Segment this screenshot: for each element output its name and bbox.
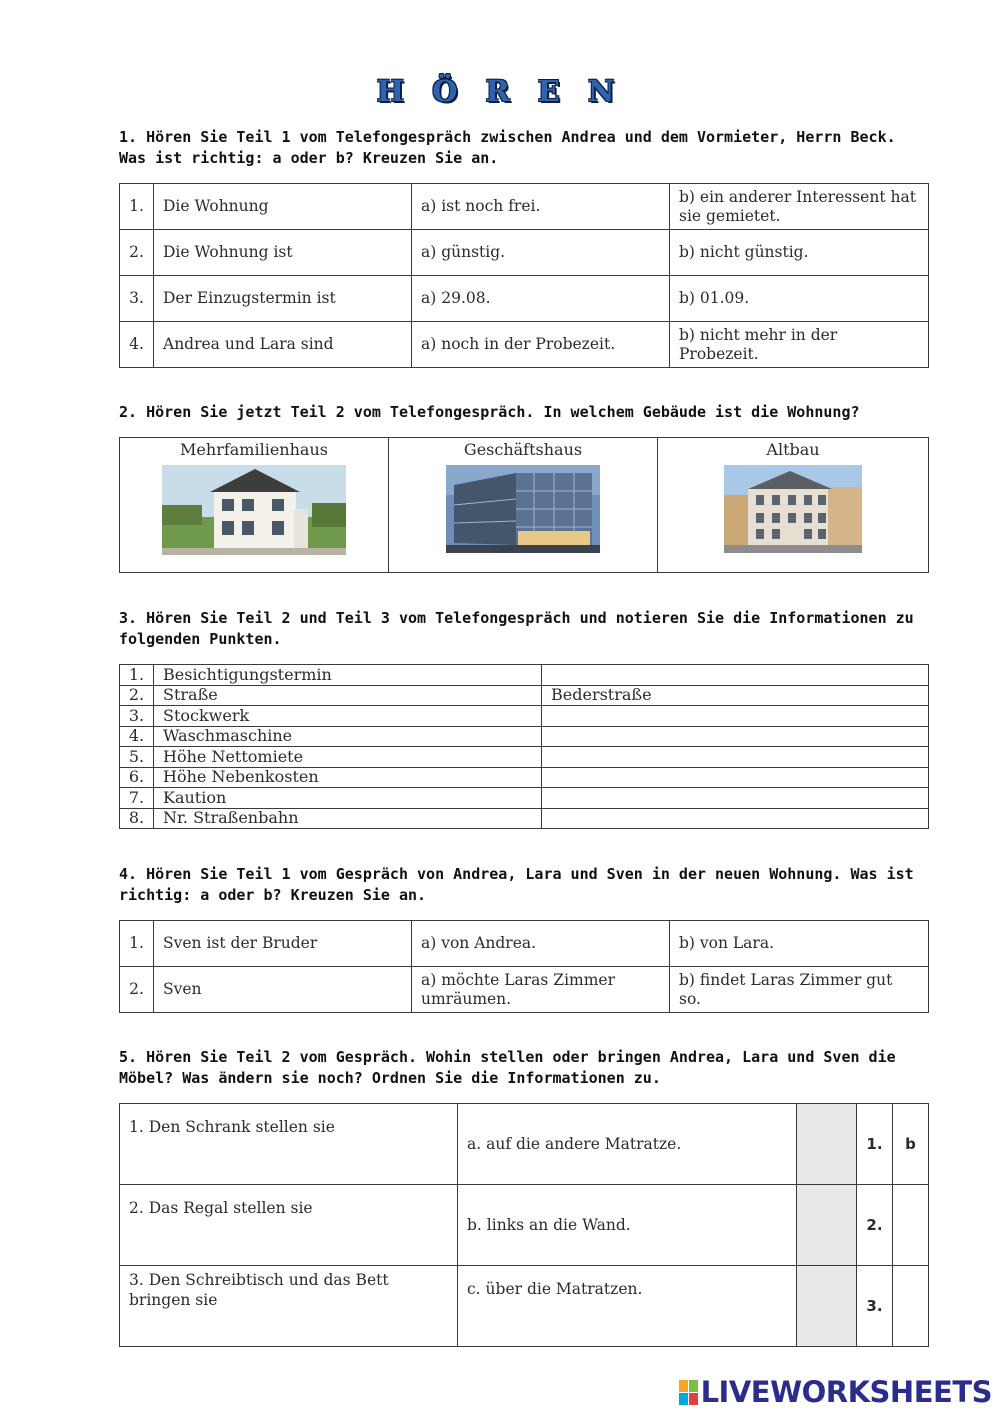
row-number: 2. (120, 967, 154, 1013)
row-number: 1. (120, 184, 154, 230)
page-title: H Ö R E N (376, 74, 624, 108)
statement: Andrea und Lara sind (154, 322, 412, 368)
question-1-table (119, 183, 929, 368)
info-label: Nr. Straßenbahn (154, 808, 542, 829)
answer-number: 1. (857, 1104, 893, 1185)
info-answer-field[interactable] (542, 726, 929, 747)
info-label: Waschmaschine (154, 726, 542, 747)
info-answer-field[interactable] (542, 706, 929, 727)
option-a[interactable]: a) möchte Laras Zimmer umräumen. (412, 967, 670, 1013)
info-label: Besichtigungstermin (154, 665, 542, 686)
row-number: 7. (120, 788, 154, 809)
row-number: 3. (120, 276, 154, 322)
option-b[interactable]: b) 01.09. (670, 276, 929, 322)
info-answer-field[interactable] (542, 808, 929, 829)
table-row (120, 184, 929, 230)
office-building-photo (446, 465, 600, 553)
table-row (120, 808, 929, 829)
statement: Sven ist der Bruder (154, 921, 412, 967)
question-3-table (119, 664, 929, 829)
sentence-end: c. über die Matratzen. (458, 1266, 797, 1347)
table-row (120, 230, 929, 276)
option-a[interactable]: a) ist noch frei. (412, 184, 670, 230)
info-label: Höhe Nebenkosten (154, 767, 542, 788)
answer-field[interactable] (893, 1266, 929, 1347)
sentence-end: a. auf die andere Matratze. (458, 1104, 797, 1185)
table-row (120, 921, 929, 967)
info-answer-field[interactable] (542, 788, 929, 809)
info-answer-field[interactable]: Bederstraße (542, 685, 929, 706)
answer-number: 2. (857, 1185, 893, 1266)
row-number: 1. (120, 921, 154, 967)
question-3-instruction: 3. Hören Sie Teil 2 und Teil 3 vom Telefongespräch und notieren Sie die Informationen zu folgenden Punkten. (119, 609, 914, 648)
info-label: Stockwerk (154, 706, 542, 727)
info-answer-field[interactable] (542, 747, 929, 768)
info-answer-field[interactable] (542, 767, 929, 788)
option-a[interactable]: a) noch in der Probezeit. (412, 322, 670, 368)
question-4-table (119, 920, 929, 1013)
table-row (120, 967, 929, 1013)
option-a[interactable]: a) von Andrea. (412, 921, 670, 967)
liveworksheets-logo (679, 1375, 992, 1409)
logo-blocks-icon (679, 1380, 698, 1405)
row-number: 3. (120, 706, 154, 727)
sentence-start: 2. Das Regal stellen sie (120, 1185, 458, 1266)
option-b[interactable]: b) ein anderer Interessent hat sie gemietet. (670, 184, 929, 230)
statement: Sven (154, 967, 412, 1013)
answer-field[interactable]: b (893, 1104, 929, 1185)
sentence-end: b. links an die Wand. (458, 1185, 797, 1266)
info-answer-field[interactable] (542, 665, 929, 686)
info-label: Straße (154, 685, 542, 706)
option-label: Geschäftshaus (463, 440, 583, 459)
table-row (120, 1104, 929, 1185)
answer-number: 3. (857, 1266, 893, 1347)
old-building-photo (724, 465, 862, 553)
question-5-instruction: 5. Hören Sie Teil 2 vom Gespräch. Wohin stellen oder bringen Andrea, Lara und Sven die Möbel? Was ändern sie noch? Ordnen Sie die Informationen zu. (119, 1048, 896, 1087)
table-row (120, 1266, 929, 1347)
info-label: Höhe Nettomiete (154, 747, 542, 768)
question-2-instruction: 2. Hören Sie jetzt Teil 2 vom Telefongespräch. In welchem Gebäude ist die Wohnung? (119, 403, 860, 421)
row-number: 6. (120, 767, 154, 788)
option-b[interactable]: b) von Lara. (670, 921, 929, 967)
question-1-instruction: 1. Hören Sie Teil 1 vom Telefongespräch zwischen Andrea und dem Vormieter, Herrn Beck. Was ist richtig: a oder b? Kreuzen Sie an. (119, 128, 896, 167)
option-label: Mehrfamilienhaus (180, 440, 328, 459)
statement: Die Wohnung (154, 184, 412, 230)
question-4-instruction: 4. Hören Sie Teil 1 vom Gespräch von Andrea, Lara und Sven in der neuen Wohnung. Was ist richtig: a oder b? Kreuzen Sie an. (119, 865, 914, 904)
row-number: 1. (120, 665, 154, 686)
answer-field[interactable] (893, 1185, 929, 1266)
option-b[interactable]: b) nicht günstig. (670, 230, 929, 276)
sentence-start: 1. Den Schrank stellen sie (120, 1104, 458, 1185)
table-row (120, 788, 929, 809)
question-5-table (119, 1103, 929, 1347)
table-row (120, 322, 929, 368)
row-number: 2. (120, 230, 154, 276)
logo-text: LIVEWORKSHEETS (700, 1375, 992, 1409)
table-row (120, 276, 929, 322)
drop-zone[interactable] (797, 1185, 857, 1266)
statement: Der Einzugstermin ist (154, 276, 412, 322)
option-a[interactable]: a) günstig. (412, 230, 670, 276)
question-2-building-table (119, 437, 929, 573)
table-row (120, 747, 929, 768)
table-row (120, 726, 929, 747)
drop-zone[interactable] (797, 1266, 857, 1347)
table-row (120, 767, 929, 788)
row-number: 4. (120, 726, 154, 747)
table-row (120, 1185, 929, 1266)
table-row (120, 706, 929, 727)
row-number: 5. (120, 747, 154, 768)
table-row (120, 685, 929, 706)
option-b[interactable]: b) findet Laras Zimmer gut so. (670, 967, 929, 1013)
option-b[interactable]: b) nicht mehr in der Probezeit. (670, 322, 929, 368)
drop-zone[interactable] (797, 1104, 857, 1185)
sentence-start: 3. Den Schreibtisch und das Bett bringen sie (120, 1266, 458, 1347)
statement: Die Wohnung ist (154, 230, 412, 276)
option-mehrfamilienhaus[interactable] (120, 438, 389, 573)
option-altbau[interactable] (658, 438, 929, 573)
table-row (120, 665, 929, 686)
row-number: 4. (120, 322, 154, 368)
option-label: Altbau (766, 440, 820, 459)
option-a[interactable]: a) 29.08. (412, 276, 670, 322)
option-geschaeftshaus[interactable] (389, 438, 658, 573)
apartment-house-photo (162, 465, 346, 555)
info-label: Kaution (154, 788, 542, 809)
row-number: 2. (120, 685, 154, 706)
row-number: 8. (120, 808, 154, 829)
